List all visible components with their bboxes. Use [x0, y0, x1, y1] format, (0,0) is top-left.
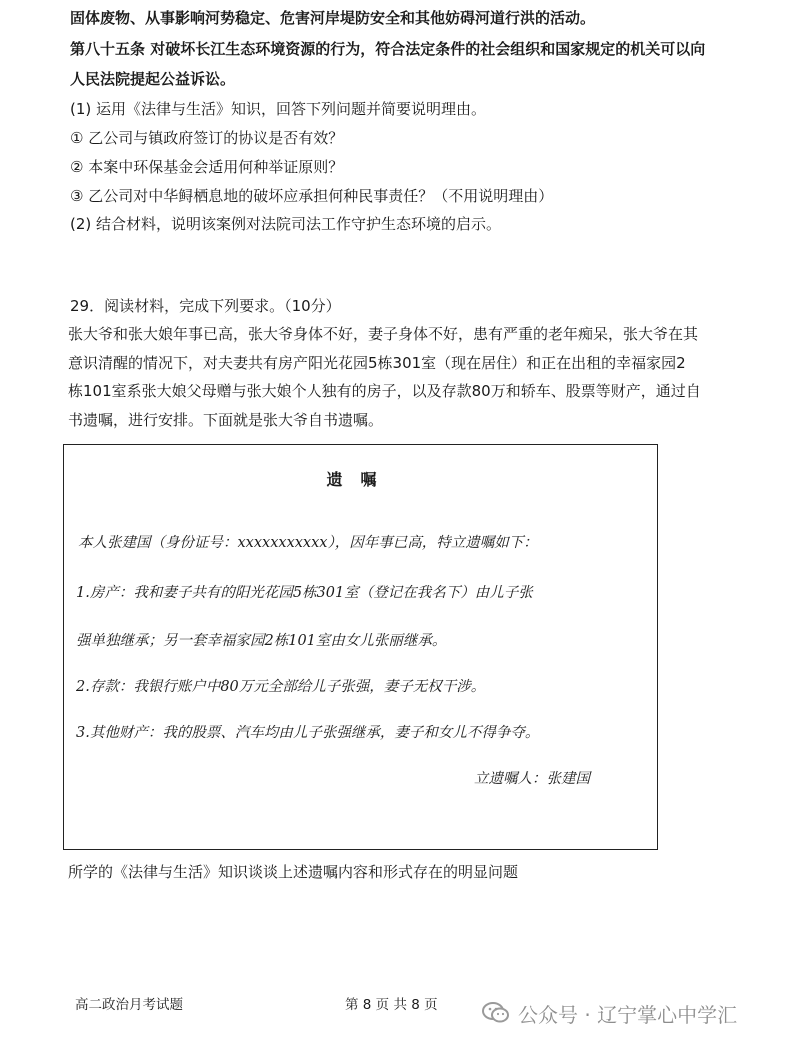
q28-part1: (1) 运用《法律与生活》知识，回答下列问题并简要说明理由。 — [70, 100, 487, 118]
q28-sub2: ② 本案中环保基金会适用何种举证原则？ — [70, 158, 344, 176]
q29-header: 29．阅读材料，完成下列要求。（10分） — [70, 297, 341, 315]
q29-material-line-4: 书遗嘱，进行安排。下面就是张大爷自书遗嘱。 — [68, 411, 384, 429]
will-item3: 3.其他财产：我的股票、汽车均由儿子张强继承，妻子和女儿不得争夺。 — [76, 725, 540, 741]
q28-part2: (2) 结合材料，说明该案例对法院司法工作守护生态环境的启示。 — [70, 215, 502, 233]
q29-question: 所学的《法律与生活》知识谈谈上述遗嘱内容和形式存在的明显问题 — [68, 863, 519, 881]
wechat-icon — [482, 1001, 510, 1025]
q28-sub3: ③ 乙公司对中华鲟栖息地的破坏应承担何种民事责任？（不用说明理由） — [70, 187, 554, 205]
will-box — [63, 444, 658, 850]
q29-material-line-2: 意识清醒的情况下，对夫妻共有房产阳光花园5栋301室（现在居住）和正在出租的幸福家园2 — [68, 354, 686, 372]
footer-page-number: 第 8 页 共 8 页 — [345, 997, 438, 1013]
q28-sub1: ① 乙公司与镇政府签订的协议是否有效？ — [70, 129, 344, 147]
will-signature: 立遗嘱人：张建国 — [474, 771, 590, 787]
will-intro: 本人张建国（身份证号：xxxxxxxxxxx），因年事已高，特立遗嘱如下： — [78, 535, 538, 551]
q29-material-line-1: 张大爷和张大娘年事已高，张大爷身体不好，妻子身体不好，患有严重的老年痴呆，张大爷在其 — [68, 325, 699, 343]
footer-exam-title: 高二政治月考试题 — [75, 997, 183, 1013]
will-item1-line2: 强单独继承；另一套幸福家园2栋101室由女儿张丽继承。 — [76, 633, 447, 649]
q29-material-line-3: 栋101室系张大娘父母赠与张大娘个人独有的房子，以及存款80万和轿车、股票等财产，通过自 — [68, 382, 701, 400]
law-text-line-1: 固体废物、从事影响河势稳定、危害河岸堤防安全和其他妨碍河道行洪的活动。 — [70, 9, 596, 27]
law-text-line-2: 第八十五条 对破坏长江生态环境资源的行为，符合法定条件的社会组织和国家规定的机关可以向 — [70, 40, 706, 58]
watermark — [482, 998, 737, 1028]
will-title: 遗嘱 — [326, 470, 395, 489]
law-text-line-3: 人民法院提起公益诉讼。 — [70, 70, 236, 88]
will-item1-line1: 1.房产：我和妻子共有的阳光花园5栋301室（登记在我名下）由儿子张 — [76, 585, 533, 601]
watermark-text: 公众号 · 辽宁掌心中学汇 — [518, 1002, 738, 1027]
will-item2: 2.存款：我银行账户中80万元全部给儿子张强，妻子无权干涉。 — [76, 679, 486, 695]
